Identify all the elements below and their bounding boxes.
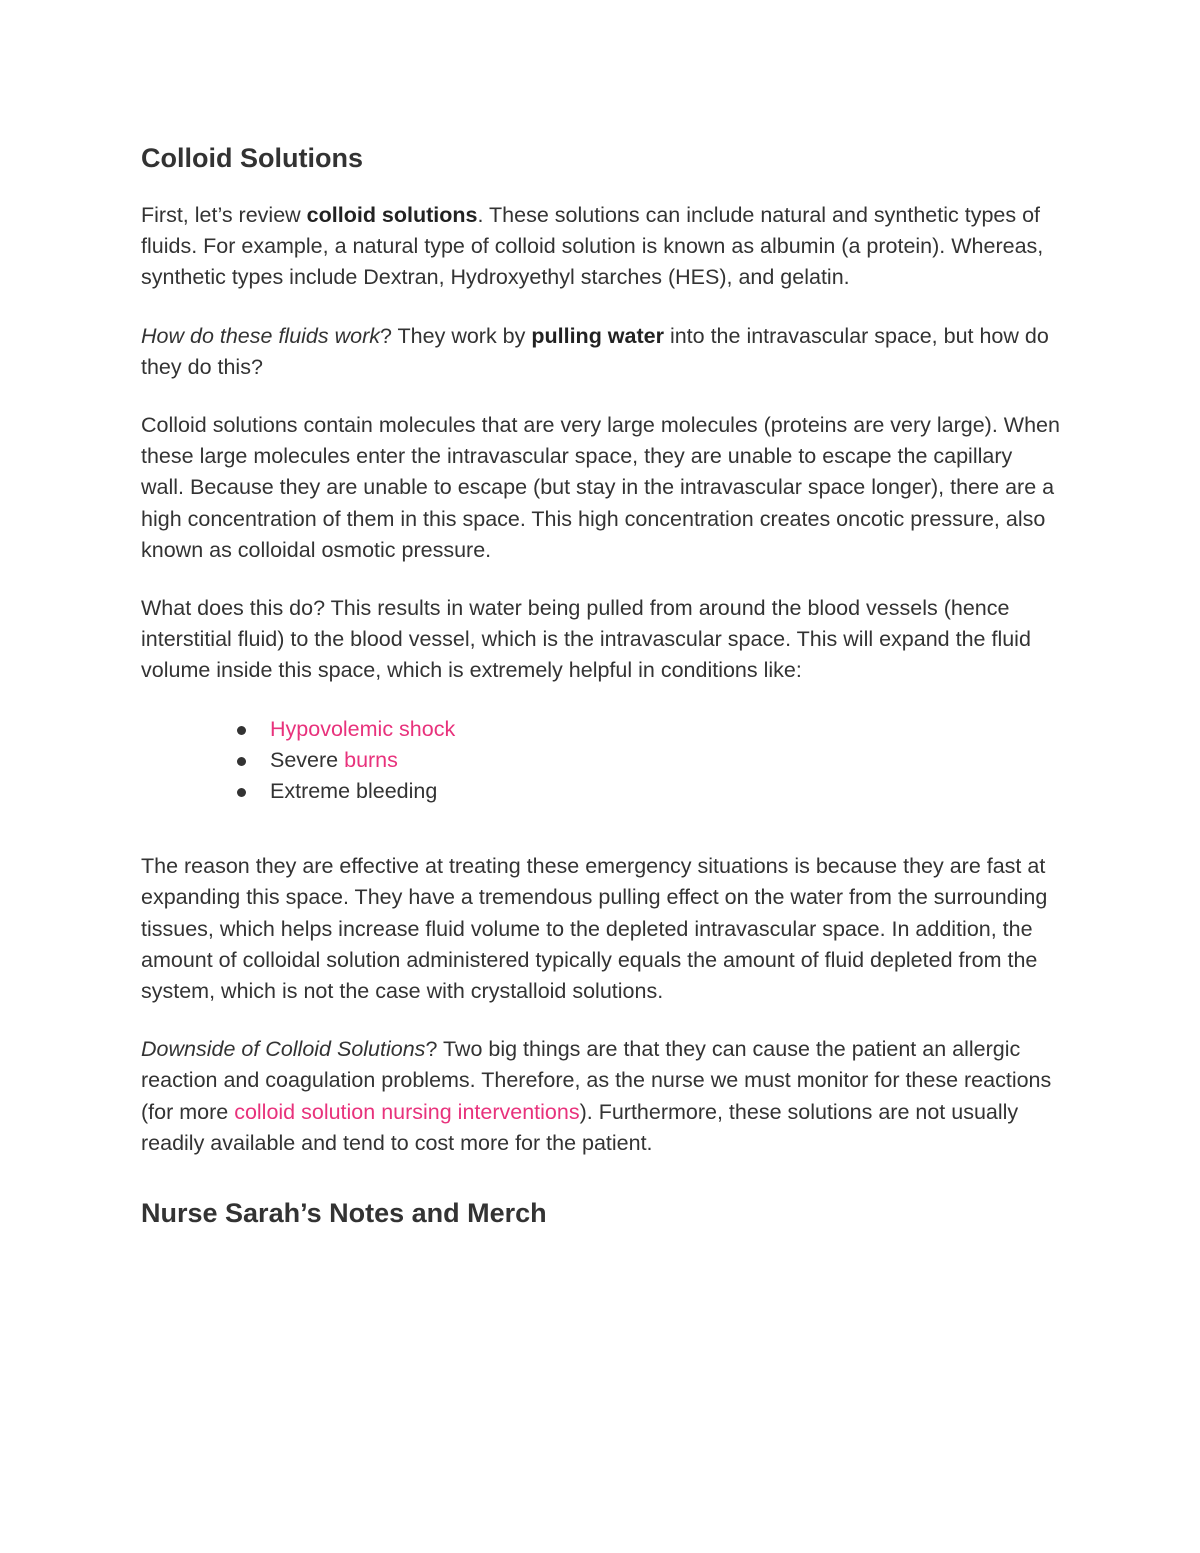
conditions-list bbox=[141, 714, 1061, 808]
mechanism-bold-term: pulling water bbox=[531, 323, 664, 348]
intro-text-a: First, let’s review bbox=[141, 203, 307, 227]
list-item bbox=[237, 776, 1061, 807]
list-item-text: Extreme bleeding bbox=[270, 779, 438, 804]
downside-text-b: ? Two big things are that they can cause the patient an allergic reaction and coagulation problems. Therefore, as the nurse we must monitor for these reactions (for more bbox=[141, 1037, 1052, 1124]
intro-paragraph bbox=[141, 200, 1061, 294]
list-item bbox=[237, 745, 1061, 776]
hypovolemic-shock-link[interactable]: Hypovolemic shock bbox=[270, 716, 456, 741]
mechanism-paragraph bbox=[141, 321, 1061, 383]
downside-paragraph bbox=[141, 1034, 1061, 1159]
burns-link[interactable]: burns bbox=[344, 747, 398, 772]
intro-bold-term: colloid solutions bbox=[306, 203, 478, 227]
bullet-icon bbox=[237, 788, 246, 797]
merch-heading: Nurse Sarah’s Notes and Merch bbox=[141, 1198, 547, 1229]
list-item-text: Severe bbox=[270, 747, 345, 772]
downside-question: Downside of Colloid Solutions bbox=[141, 1037, 426, 1062]
document-page bbox=[141, 138, 1061, 1233]
mechanism-text-b: ? They work by bbox=[380, 323, 532, 348]
list-item bbox=[237, 714, 1061, 745]
effect-paragraph: What does this do? This results in water being pulled from around the blood vessels (hence interstitial fluid) to the blood vessel, which is the intravascular space. This will expand the fluid volume inside this space, which is extremely helpful in conditions like: bbox=[141, 596, 1031, 683]
molecules-paragraph: Colloid solutions contain molecules that are very large molecules (proteins are very large). When these large molecules enter the intravascular space, they are unable to escape the capillary wall. Because they are unable to escape (but stay in the intravascular space longer), there are a high concentration of them in this space. This high concentration creates oncotic pressure, also known as colloidal osmotic pressure. bbox=[141, 413, 1060, 562]
bullet-icon bbox=[237, 726, 246, 735]
section-title: Colloid Solutions bbox=[141, 143, 363, 173]
bullet-icon bbox=[237, 757, 246, 766]
mechanism-question: How do these fluids work bbox=[141, 323, 380, 348]
nursing-interventions-link[interactable]: colloid solution nursing interventions bbox=[234, 1099, 580, 1124]
effectiveness-paragraph: The reason they are effective at treating these emergency situations is because they are fast at expanding this space. They have a tremendous pulling effect on the water from the surrounding tissues, which helps increase fluid volume to the depleted intravascular space. In addition, the amount of colloidal solution administered typically equals the amount of fluid depleted from the system, which is not the case with crystalloid solutions. bbox=[141, 854, 1048, 1004]
intro-text-c: . These solutions can include natural and synthetic types of fluids. For example, a natural type of colloid solution is known as albumin (a protein). Whereas, synthetic types include Dextran, Hydroxyethyl starches (HES), and gelatin. bbox=[141, 203, 1044, 290]
mechanism-text-d: into the intravascular space, but how do they do this? bbox=[141, 323, 1049, 379]
downside-text-d: ). Furthermore, these solutions are not usually readily available and tend to cost more for the patient. bbox=[141, 1099, 1019, 1155]
